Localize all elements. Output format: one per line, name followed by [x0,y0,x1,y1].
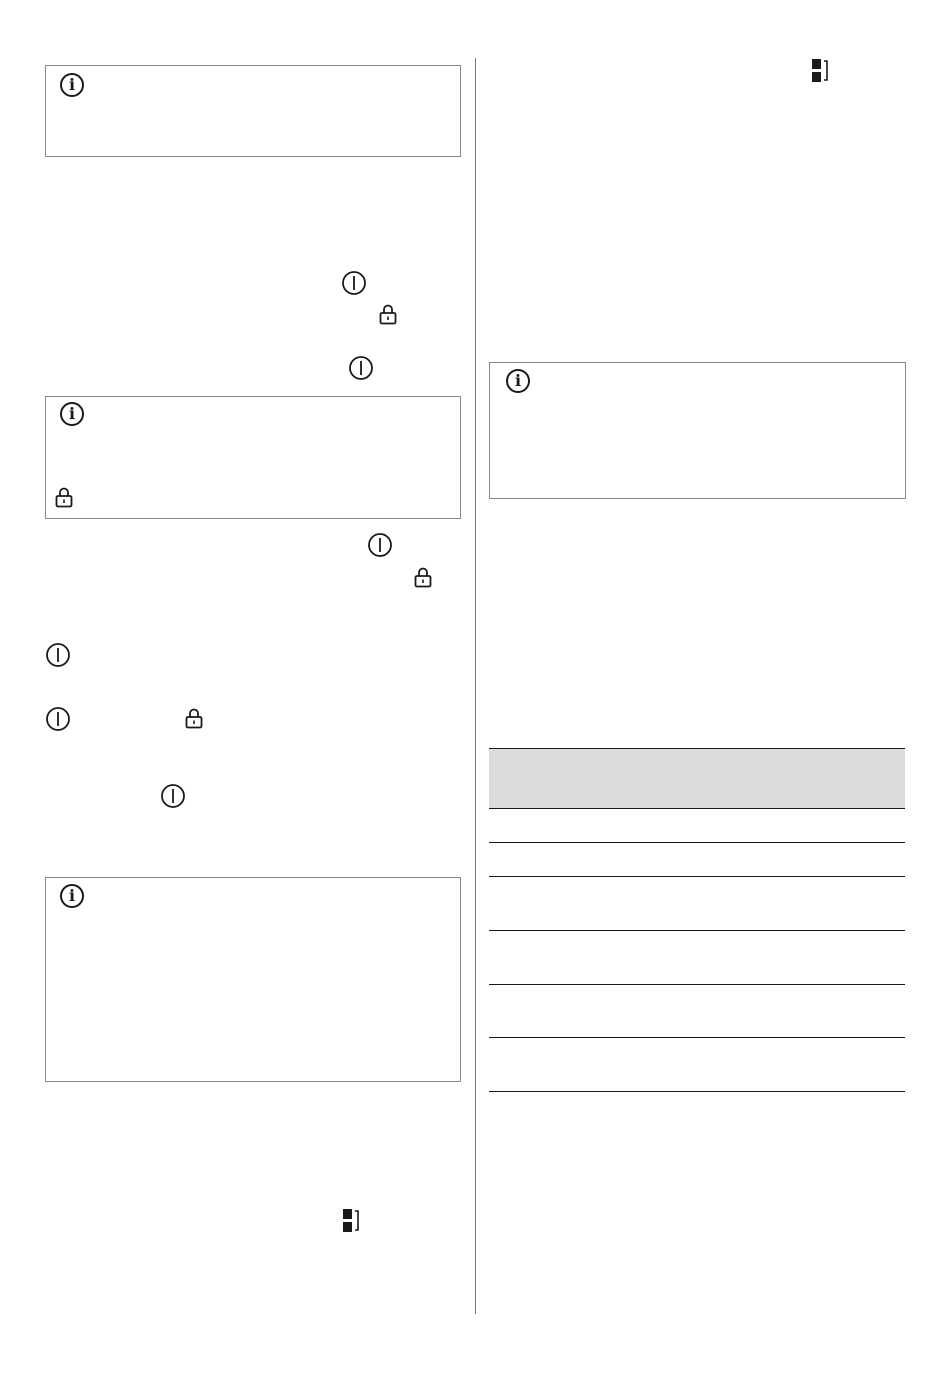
info-note-box [45,65,461,157]
bridge-icon [811,58,831,84]
table-cell [489,843,905,877]
info-note-box [45,877,461,1082]
column-divider [475,58,476,1314]
info-icon: i [60,884,84,908]
power-icon [367,532,393,558]
table-cell [489,877,905,931]
power-icon [45,706,71,732]
power-icon [341,270,367,296]
info-icon: i [506,369,530,393]
lock-icon [54,486,74,508]
power-icon [45,642,71,668]
table-cell [489,985,905,1038]
info-note-box [489,362,906,499]
table-row [489,877,905,931]
table-row [489,931,905,985]
table-header-cell [489,749,905,809]
table-row [489,843,905,877]
lock-icon [413,566,433,588]
table-cell [489,1038,905,1092]
lock-icon [184,707,204,729]
power-icon [160,783,186,809]
info-icon: i [60,73,84,97]
table-row [489,985,905,1038]
table-row [489,809,905,843]
power-icon [348,355,374,381]
info-note-box [45,396,461,519]
bridge-icon [342,1208,362,1234]
table-cell [489,809,905,843]
table-row [489,1038,905,1092]
table-header-row [489,749,905,809]
info-icon: i [60,402,84,426]
lock-icon [378,303,398,325]
data-table [489,748,905,1092]
table-cell [489,931,905,985]
